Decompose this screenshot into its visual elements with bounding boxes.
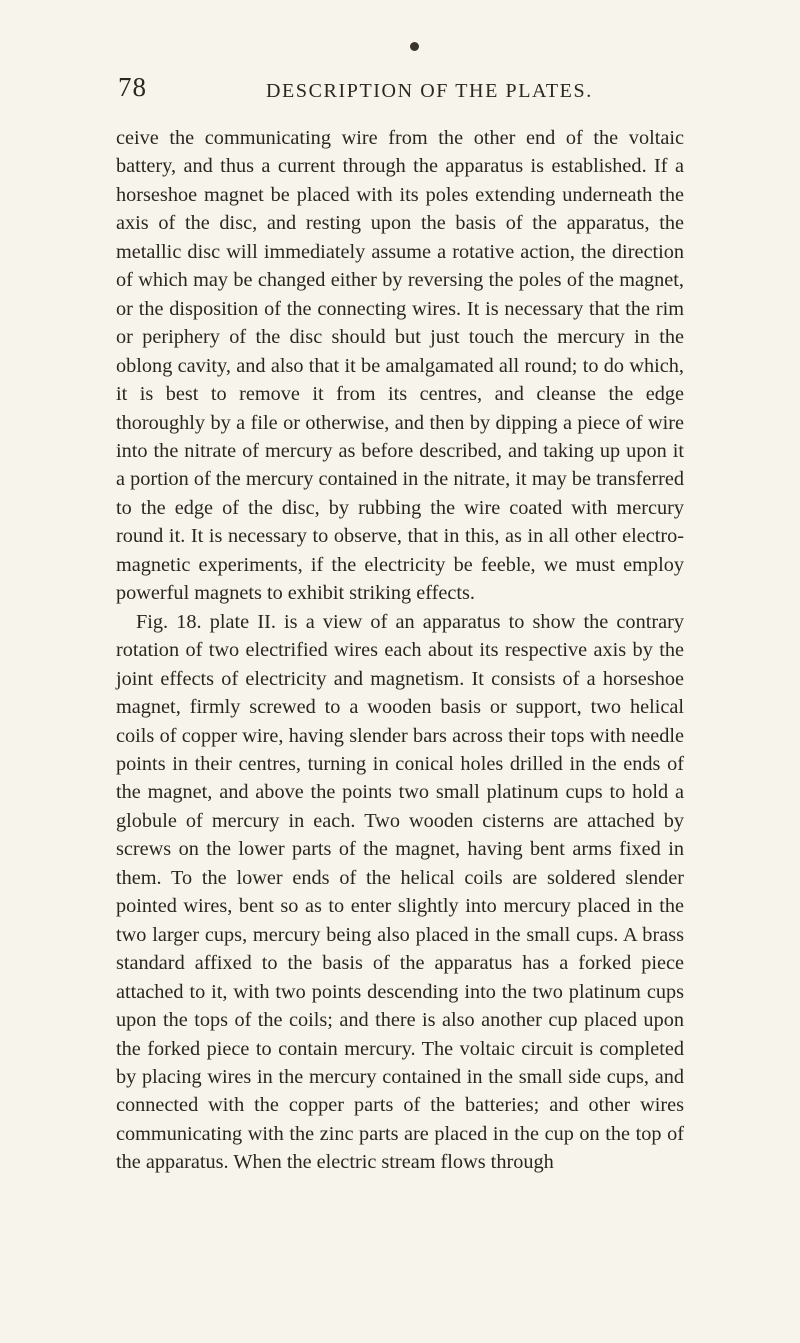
running-title: DESCRIPTION OF THE PLATES. <box>266 80 593 102</box>
paragraph-continuation: ceive the communicating wire from the other end of the voltaic battery, and thus a current through the apparatus is established. If a horseshoe magnet be placed with its poles extending underneath the axis of the disc, and resting upon the basis of the apparatus, the metallic disc will immediately assume a rotative action, the direction of which may be changed either by reversing the poles of the magnet, or the disposition of the connecting wires. It is necessary that the rim or periphery of the disc should but just touch the mercury in the oblong cavity, and also that it be amalgamated all round; to do which, it is best to remove it from its centres, and cleanse the edge thoroughly by a file or otherwise, and then by dipping a piece of wire into the nitrate of mercury as before described, and taking up upon it a portion of the mercury contained in the nitrate, it may be transferred to the edge of the disc, by rubbing the wire coated with mercury round it. It is necessary to observe, that in this, as in all other electro-magnetic experiments, if the electricity be feeble, we must employ powerful magnets to exhibit striking effects. <box>116 127 684 605</box>
page-number: 78 <box>118 72 147 102</box>
paragraph-fig-18: Fig. 18. plate II. is a view of an apparatus to show the contrary rotation of two electrified wires each about its respective axis by the joint effects of electricity and magnetism. It consists of a horseshoe magnet, firmly screwed to a wooden basis or support, two helical coils of copper wire, having slender bars across their tops with needle points in their centres, turning in conical holes drilled in the ends of the magnet, and above the points two small platinum cups to hold a globule of mercury in each. Two wooden cisterns are attached by screws on the lower parts of the magnet, having bent arms fixed in them. To the lower ends of the helical coils are soldered slender pointed wires, bent so as to enter slightly into mercury placed in the two larger cups, mercury being also placed in the small cups. A brass standard affixed to the basis of the apparatus has a forked piece attached to it, with two points descending into the two platinum cups upon the tops of the coils; and there is also another cup placed upon the forked piece to contain mercury. The voltaic circuit is completed by placing wires in the mercury contained in the small side cups, and connected with the copper parts of the batteries; and other wires communicating with the zinc parts are placed in the cup on the top of the apparatus. When the electric stream flows through <box>116 610 684 1174</box>
body-text <box>116 124 684 1177</box>
ink-spot <box>410 42 419 51</box>
running-head <box>118 72 700 108</box>
